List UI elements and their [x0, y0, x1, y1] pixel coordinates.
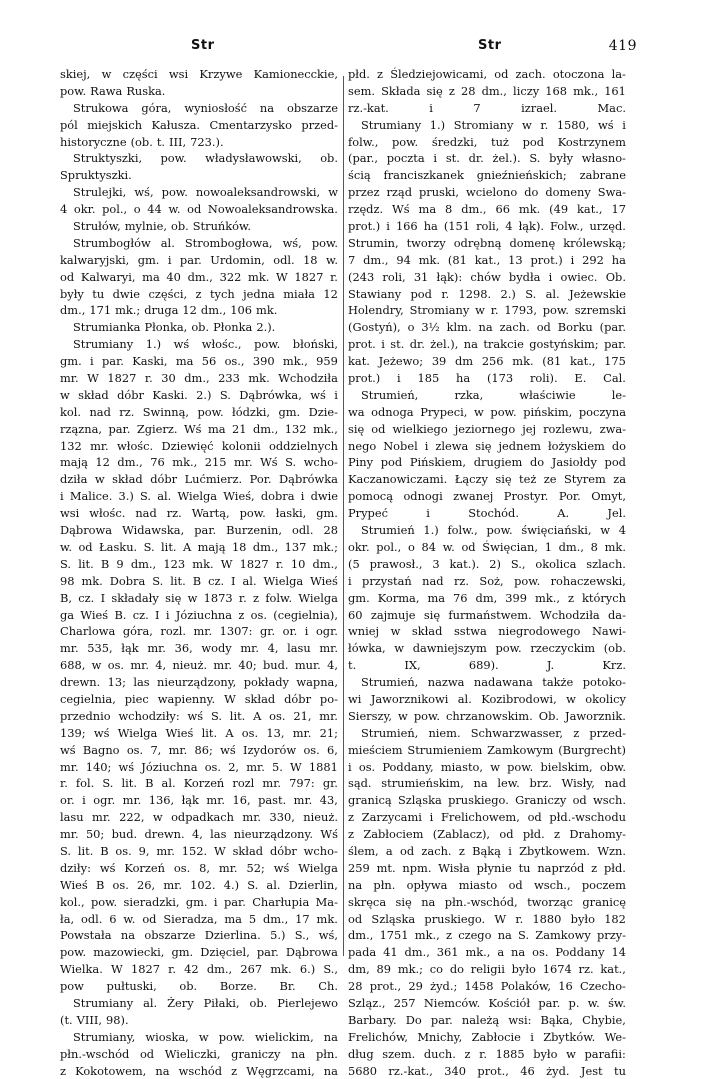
text-line: lasu mr. 222, w odpadkach mr. 330, nieuż. — [60, 810, 338, 825]
text-line: Powstała na obszarze Dzierlina. 5.) S., wś, — [60, 928, 338, 943]
text-line: Strumień 1.) folw., pow. święciański, w 4 — [361, 523, 626, 538]
text-line: ślem, a od zach. z Bąką i Zbytkowem. Wzn. — [348, 843, 626, 858]
text-line: sąd. strumieńskim, na lew. brz. Wisły, nad — [348, 776, 626, 791]
text-line: S. lit. B 9 dm., 123 mk. W 1827 r. 10 dm., — [60, 556, 338, 571]
running-head-right: Str — [478, 38, 502, 53]
text-line: skręca się na płn.-wschód, tworząc granicę — [348, 894, 626, 909]
text-line: kol., pow. sieradzki, gm. i par. Charłupia Ma- — [60, 894, 338, 909]
text-line: się od wielkiego jeziornego jej rozlewu, zwa- — [348, 421, 626, 436]
text-line: ga Wieś B. cz. I i Józiuchna z os. (cegielnia), — [60, 607, 338, 622]
text-line: (5 prawosł., 3 kat.). 2) S., okolica szlach. — [348, 556, 626, 571]
text-line: Kaczanowiczami. Łączy się też ze Styrem za — [348, 472, 626, 487]
text-line: dziły: wś Korzeń os. 8, mr. 52; wś Wielga — [60, 860, 338, 875]
text-line: Sierszy, w pow. chrzanowskim. Ob. Jaworznik. — [348, 708, 626, 723]
text-line: prot.) i 185 ha (173 roli). E. Cal. — [348, 371, 626, 386]
text-line: kat. Jeżewo; 39 dm 256 mk. (81 kat., 175 — [348, 354, 626, 369]
text-line: Szląz., 257 Niemców. Kościół par. p. w. św. — [348, 995, 626, 1010]
text-line: 60 zajmuje się furmaństwem. Wchodziła da- — [348, 607, 626, 622]
text-line: Holendry, Stromiany w r. 1793, pow. szremski — [348, 303, 626, 318]
running-head-left: Str — [191, 38, 215, 53]
text-line: 5680 rz.-kat., 340 prot., 46 żyd. Jest tu — [348, 1063, 626, 1078]
text-line: w skład dóbr Kaski. 2.) S. Dąbrówka, wś i — [60, 387, 338, 402]
text-line: mają 12 dm., 76 mk., 215 mr. Wś S. wcho- — [60, 455, 338, 470]
text-line: 688, w os. mr. 4, nieuż. mr. 40; bud. mur. 4, — [60, 658, 338, 673]
right-column — [348, 66, 626, 1078]
text-line: przez rząd pruski, wcielono do domeny Swa- — [348, 185, 626, 200]
text-line: 28 prot., 29 żyd.; 1458 Polaków, 16 Czecho- — [348, 979, 626, 994]
text-line: płd. z Śledziejowicami, od zach. otoczona la- — [348, 67, 626, 81]
column-divider — [343, 76, 344, 956]
text-line: wa odnoga Prypeci, w pow. pińskim, poczyna — [348, 404, 626, 419]
text-line: Strulejki, wś, pow. nowoaleksandrowski, w — [73, 185, 338, 200]
text-line: sem. Składa się z 28 dm., liczy 168 mk., 161 — [348, 83, 626, 98]
text-line: kol. nad rz. Swinną, pow. łódzki, gm. Dzie- — [60, 404, 338, 419]
text-line: Strumiany 1.) Stromiany w r. 1580, wś i — [361, 117, 626, 132]
text-line: rz.-kat. i 7 izrael. Mac. — [348, 100, 626, 115]
text-line: od Kalwaryi, ma 40 dm., 322 mk. W 1827 r. — [60, 269, 338, 284]
text-line: przednio wchodziły: wś S. lit. A os. 21, mr. — [60, 708, 338, 723]
text-line: pow pułtuski, ob. Borze. Br. Ch. — [60, 979, 338, 994]
text-line: t. IX, 689). J. Krz. — [348, 658, 626, 673]
text-line: rzędz. Wś ma 8 dm., 66 mk. (49 kat., 17 — [348, 202, 626, 217]
text-line: dm., 171 mk.; druga 12 dm., 106 mk. — [60, 303, 278, 318]
text-line: dm., 1751 mk., z czego na S. Zamkowy przy- — [348, 928, 626, 943]
text-line: r. fol. S. lit. B al. Korzeń rozl mr. 797: gr. — [60, 776, 338, 791]
text-line: prot.) i 166 ha (151 roli, 4 łąk). Folw., urzęd. — [348, 219, 626, 234]
text-line: pól miejskich Kałusza. Cmentarzysko przed- — [60, 117, 338, 132]
text-line: 4 okr. pol., o 44 w. od Nowoaleksandrowska. — [60, 202, 338, 217]
text-columns — [60, 66, 640, 1078]
text-line: z Zarzycami i Frelichowem, od płd.-wschodu — [348, 810, 626, 825]
text-line: Wieś B os. 26, mr. 102. 4.) S. al. Dzierlin, — [60, 877, 338, 892]
text-line: Prypeć i Stochód. A. Jel. — [348, 506, 626, 521]
text-line: mr. 50; bud. drewn. 4, las nieurządzony. Wś — [60, 827, 338, 842]
text-line: Dąbrowa Widawska, par. Burzenin, odl. 28 — [60, 523, 338, 538]
text-line: gm. i par. Kaski, ma 56 os., 390 mk., 959 — [60, 354, 338, 369]
text-line: gm. Korma, ma 76 dm, 399 mk., z których — [348, 590, 626, 605]
text-line: Stawiany pod r. 1298. 2.) S. al. Jeżewskie — [348, 286, 626, 301]
text-line: Strumień, rzka, właściwie le- — [361, 387, 626, 402]
text-line: kalwaryjski, gm. i par. Urdomin, odl. 18 w. — [60, 252, 338, 267]
text-line: nego Nobel i zlewa się jednem łożyskiem do — [348, 438, 626, 453]
text-line: Spruktyszki. — [60, 168, 132, 183]
text-line: Frelichów, Mnichy, Zabłocie i Zbytków. We- — [348, 1029, 626, 1044]
text-line: S. lit. B os. 9, mr. 152. W skład dóbr wcho- — [60, 843, 338, 858]
left-column — [60, 66, 338, 1078]
text-line: na płn. opływa miasto od wsch., poczem — [348, 877, 626, 892]
text-line: Wielka. W 1827 r. 42 dm., 267 mk. 6.) S., — [60, 962, 338, 977]
text-line: pow. Rawa Ruska. — [60, 83, 166, 98]
text-line: 259 mt. npm. Wisła płynie tu naprzód z płd. — [348, 860, 626, 875]
text-line: z Zabłociem (Zablacz), od płd. z Drahomy- — [348, 827, 626, 842]
text-line: granicą Szląska pruskiego. Graniczy od wsch. — [348, 793, 626, 808]
text-line: mr. 140; wś Józiuchna os. 2, mr. 5. W 1881 — [60, 759, 338, 774]
text-line: mieściem Strumieniem Zamkowym (Burgrecht) — [348, 742, 626, 757]
text-line: historyczne (ob. t. III, 723.). — [60, 134, 224, 149]
page-number: 419 — [608, 38, 637, 54]
text-line: Strumin, tworzy odrębną domenę królewską; — [348, 235, 626, 250]
text-line: Strumiany, wioska, w pow. wielickim, na — [73, 1029, 338, 1044]
text-line: ścią franciszkanek gnieźnieńskich; zabrane — [348, 168, 626, 183]
text-line: Struktyszki, pow. władysławowski, ob. — [73, 151, 338, 166]
text-line: płn.-wschód od Wieliczki, graniczy na płn. — [60, 1046, 338, 1061]
text-line: mr. W 1827 r. 30 dm., 233 mk. Wchodziła — [60, 371, 338, 386]
text-line: mr. 535, łąk mr. 36, wody mr. 4, lasu mr. — [60, 641, 338, 656]
text-line: 132 mr. włośc. Dziewięć kolonii oddzielnych — [60, 438, 338, 453]
text-line: dług szem. duch. z r. 1885 było w parafii: — [348, 1046, 626, 1061]
text-line: pada 41 dm., 361 mk., a na os. Poddany 14 — [348, 945, 626, 960]
text-line: Piny pod Pińskiem, drugiem do Jasiołdy pod — [348, 455, 626, 470]
text-line: 139; wś Wielga Wieś lit. A os. 13, mr. 21; — [60, 725, 338, 740]
text-line: prot. i st. dr. żel.), na trakcie gostyńskim; par. — [348, 337, 626, 352]
text-line: łówka, w dawniejszym pow. rzeczyckim (ob. — [348, 641, 626, 656]
text-line: Charlowa góra, rozl. mr. 1307: gr. or. i ogr. — [60, 624, 338, 639]
text-line: wś Bagno os. 7, mr. 86; wś Izydorów os. 6, — [60, 742, 338, 757]
text-line: dm, 89 mk.; co do religii było 1674 rz. kat., — [348, 962, 626, 977]
text-line: 98 mk. Dobra S. lit. B cz. I al. Wielga Wieś — [60, 573, 338, 588]
text-line: Strułów, mylnie, ob. Struńków. — [73, 219, 252, 234]
text-line: or. i ogr. mr. 136, łąk mr. 16, past. mr. 43, — [60, 793, 338, 808]
text-line: dziła w skład dóbr Lućmierz. Por. Dąbrówka — [60, 472, 338, 487]
text-line: Strumiany 1.) wś włośc., pow. błoński, — [73, 337, 338, 352]
text-line: rzązna, par. Zgierz. Wś ma 21 dm., 132 mk., — [60, 421, 338, 436]
text-line: skiej, w części wsi Krzywe Kamionecckie, — [60, 67, 338, 81]
text-line: okr. pol., o 84 w. od Święcian, 1 dm., 8 mk. — [348, 539, 626, 554]
text-line: wi Jaworznikowi al. Kozibrodowi, w okolicy — [348, 691, 626, 706]
text-line: wsi włośc. nad rz. Wartą, pow. łaski, gm. — [60, 506, 338, 521]
text-line: folw., pow. średzki, tuż pod Kostrzynem — [348, 134, 626, 149]
text-line: (par., poczta i st. dr. żel.). S. były własno- — [348, 151, 626, 166]
text-line: Strumianka Płonka, ob. Płonka 2.). — [73, 320, 276, 335]
text-line: z Kokotowem, na wschód z Węgrzcami, na — [60, 1063, 338, 1078]
text-line: (Gostyń), o 3½ klm. na zach. od Borku (par. — [348, 320, 626, 335]
text-line: 7 dm., 94 mk. (81 kat., 13 prot.) i 292 ha — [348, 252, 626, 267]
text-line: (243 roli, 31 łąk): chów bydła i owiec. Ob. — [348, 269, 626, 284]
text-line: były tu dwie części, z tych jedna miała 12 — [60, 286, 338, 301]
text-line: i os. Poddany, miasto, w pow. bielskim, obw. — [348, 759, 626, 774]
text-line: B, cz. I składały się w 1873 r. z folw. Wielga — [60, 590, 338, 605]
text-line: i Malice. 3.) S. al. Wielga Wieś, dobra i dwie — [60, 489, 338, 504]
text-line: w. od Łasku. S. lit. A mają 18 dm., 137 mk.; — [60, 539, 338, 554]
text-line: ła, odl. 6 w. od Sieradza, ma 5 dm., 17 mk. — [60, 911, 338, 926]
text-line: (t. VIII, 98). — [60, 1012, 129, 1027]
text-line: Strumień, niem. Schwarzwasser, z przed- — [361, 725, 626, 740]
text-line: wniej w skład sstwa niegrodowego Nawi- — [348, 624, 626, 639]
text-line: drewn. 13; las nieurządzony, pokłady wapna, — [60, 675, 338, 690]
text-line: Strukowa góra, wyniosłość na obszarze — [73, 100, 338, 115]
text-line: cegielnia, piec wapienny. W skład dóbr po- — [60, 691, 338, 706]
text-line: Barbary. Do par. należą wsi: Bąka, Chybie, — [348, 1012, 626, 1027]
text-line: od Szląska pruskiego. W r. 1880 było 182 — [348, 911, 626, 926]
text-line: Strumiany al. Żery Piłaki, ob. Pierlejewo — [73, 995, 338, 1010]
text-line: pomocą odnogi zwanej Prostyr. Por. Omyt, — [348, 489, 626, 504]
text-line: Strumbogłów al. Strombogłowa, wś, pow. — [73, 235, 338, 250]
text-line: pow. mazowiecki, gm. Dzięciel, par. Dąbrowa — [60, 945, 338, 960]
text-line: Strumień, nazwa nadawana także potoko- — [361, 675, 626, 690]
page-header — [60, 38, 640, 56]
text-line: i przystań nad rz. Soż, pow. rohaczewski, — [348, 573, 626, 588]
